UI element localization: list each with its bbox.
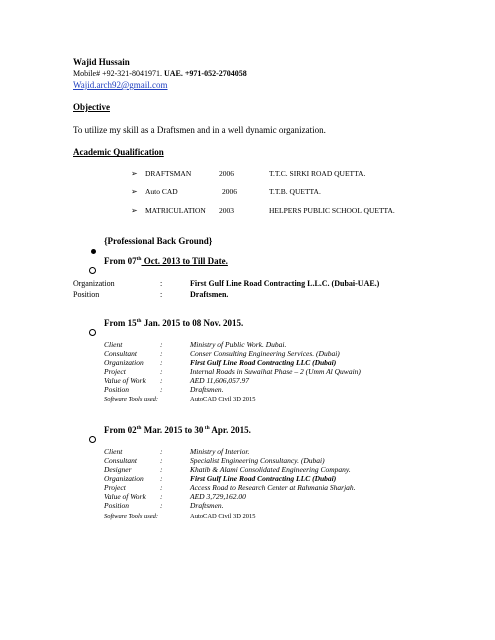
circle-bullet-icon [89,430,96,448]
detail-label: Client [104,340,123,349]
email-link[interactable]: Wajid.arch92@gmail.com [73,80,168,90]
project-details [104,340,424,420]
detail-label: Consultant [104,456,137,465]
detail-sep: : [160,340,163,349]
current-job-dates: From 07th Oct. 2013 to Till Date. [104,256,228,266]
filled-bullet-icon [91,241,96,259]
tools-label: Software Tools used: [104,513,159,520]
academic-row [131,169,431,179]
arrow-bullet-icon: ➢ [131,187,138,196]
current-job-row [73,279,433,289]
circle-bullet-icon [89,261,96,279]
detail-sep: : [160,483,163,492]
detail-value: First Gulf Line Road Contracting LLC (Dubai) [190,474,337,483]
detail-sep: : [160,279,163,288]
tools-value: AutoCAD Civil 3D 2015 [190,396,256,403]
detail-value: Draftsmen. [190,290,229,299]
detail-sep: : [160,447,163,456]
detail-value: First Gulf Line Road Contracting LLC (Dubai) [190,358,337,367]
contact-mobile: Mobile# +92-321-8041971. [73,69,164,78]
detail-value: Draftsmen. [190,385,224,394]
tools-value: AutoCAD Civil 3D 2015 [190,513,256,520]
detail-value: First Gulf Line Road Contracting L.L.C. (Dubai-UAE.) [190,279,380,288]
academic-row [131,206,431,216]
detail-label: Project [104,483,126,492]
tools-label: Software Tools used: [104,396,159,403]
detail-sep: : [160,376,163,385]
detail-sep: : [160,501,163,510]
detail-value: Internal Roads in Suwaihat Phase – 2 (Umm Al Quwain) [190,367,361,376]
detail-value: Conser Consulting Engineering Services. (Dubai) [190,349,340,358]
professional-heading: {Professional Back Ground} [104,236,213,246]
academic-institute: T.T.C. SIRKI ROAD QUETTA. [269,169,366,178]
detail-label: Organization [73,279,115,288]
academic-institute: T.T.B. QUETTA. [269,187,321,196]
detail-label: Organization [104,474,144,483]
detail-sep: : [160,349,163,358]
contact-line [73,69,247,78]
detail-sep: : [160,385,163,394]
detail-sep: : [160,358,163,367]
current-job-row [73,290,433,300]
project-details [104,447,424,527]
contact-uae: UAE. +971-052-2704058 [163,69,247,78]
academic-year: 2006 [222,187,237,196]
objective-text: To utilize my skill as a Draftsmen and in a well dynamic organization. [73,125,326,135]
detail-label: Organization [104,358,144,367]
academic-course: Auto CAD [145,187,178,196]
detail-label: Position [73,290,100,299]
detail-label: Client [104,447,123,456]
detail-sep: : [160,456,163,465]
academic-heading: Academic Qualification [73,147,164,157]
detail-label: Consultant [104,349,137,358]
detail-sep: : [160,492,163,501]
detail-value: Khatib & Alami Consolidated Engineering Company. [190,465,351,474]
academic-course: MATRICULATION [145,206,206,215]
project-dates: From 15th Jan. 2015 to 08 Nov. 2015. [104,318,244,328]
detail-label: Project [104,367,126,376]
detail-sep: : [160,290,163,299]
detail-value: AED 3,729,162.00 [190,492,246,501]
academic-institute: HELPERS PUBLIC SCHOOL QUETTA. [269,206,395,215]
detail-label: Position [104,385,130,394]
detail-sep: : [160,474,163,483]
project-dates: From 02th Mar. 2015 to 30 $^{th}$ Apr. 2015. [104,425,251,435]
academic-row [131,187,431,197]
detail-label: Position [104,501,130,510]
detail-value: AED 11,606,057.97 [190,376,250,385]
academic-year: 2006 [219,169,234,178]
detail-label: Value of Work [104,492,146,501]
arrow-bullet-icon: ➢ [131,206,138,215]
academic-course: DRAFTSMAN [145,169,192,178]
detail-value: Ministry of Public Work. Dubai. [190,340,287,349]
detail-value: Access Road to Research Center at Rahmania Sharjah. [190,483,356,492]
detail-sep: : [160,465,163,474]
objective-heading: Objective [73,102,110,112]
circle-bullet-icon [89,323,96,341]
detail-label: Designer [104,465,132,474]
detail-label: Value of Work [104,376,146,385]
detail-value: Specialist Engineering Consultancy. (Dubai) [190,456,325,465]
detail-value: Draftsmen. [190,501,224,510]
detail-value: Ministry of Interior. [190,447,250,456]
detail-sep: : [160,367,163,376]
arrow-bullet-icon: ➢ [131,169,138,178]
academic-year: 2003 [219,206,234,215]
candidate-name: Wajid Hussain [73,57,130,67]
